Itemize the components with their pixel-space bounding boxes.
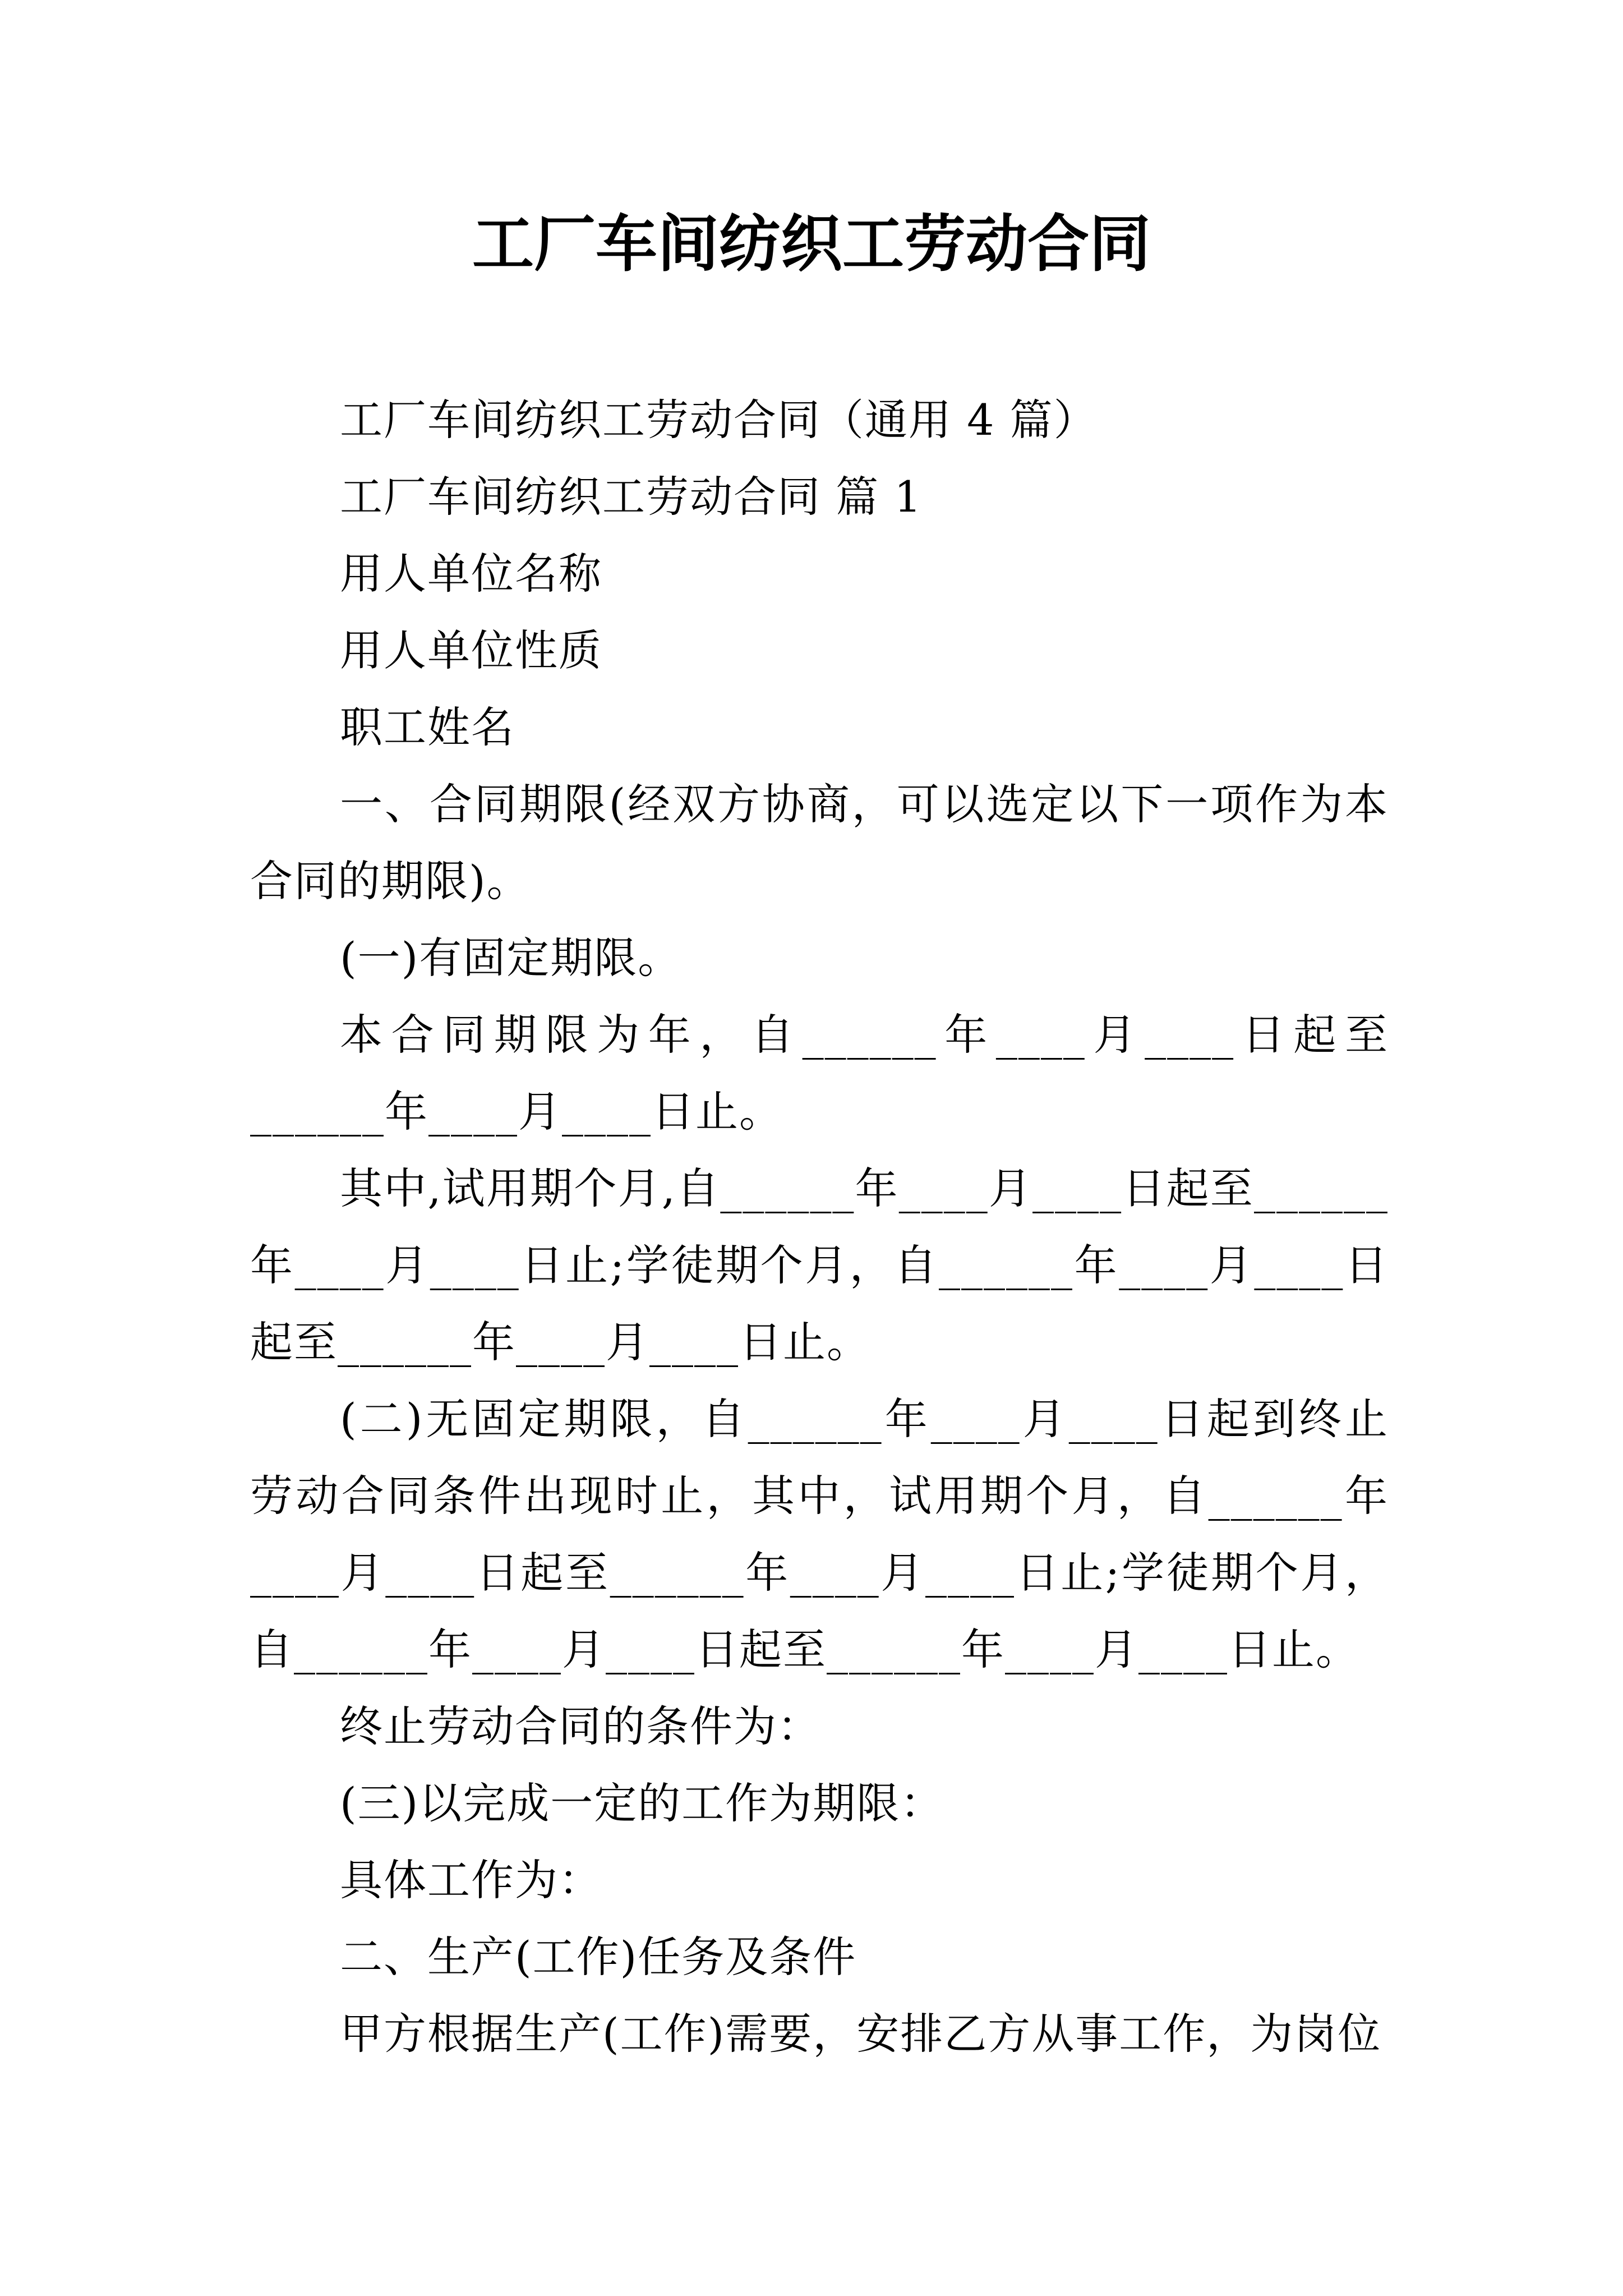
paragraph-heading-part1: 工厂车间纺织工劳动合同 篇 1 [340, 472, 923, 522]
paragraph-fixed-term: (一)有固定期限。 [340, 933, 682, 983]
document-body [250, 381, 1389, 2072]
paragraph-term-dates: 本合同期限为年，自______年____月____日起至______年____月____日止。 [250, 1010, 1389, 1137]
paragraph-assignment: 甲方根据生产(工作)需要，安排乙方从事工作，为岗位 [340, 2009, 1382, 2059]
document-title: 工厂车间纺织工劳动合同 [472, 208, 1151, 280]
paragraph-employer-name: 用人单位名称 [340, 549, 602, 599]
paragraph-task-term: (三)以完成一定的工作为期限： [340, 1778, 944, 1828]
paragraph-employee-name: 职工姓名 [340, 702, 515, 752]
paragraph-probation-dates: 其中,试用期个月,自______年____月____日起至______年____月____日止;学徒期个月，自______年____月____日起至______年____月____日止。 [250, 1163, 1389, 1367]
paragraph-specific-work: 具体工作为： [340, 1855, 602, 1905]
paragraph-open-term: (二)无固定期限，自______年____月____日起到终止劳动合同条件出现时止，其中，试用期个月，自______年____月____日起至______年____月____日止;学徒期个月，自______年____月____日起至______年____月____日止。 [250, 1394, 1389, 1674]
paragraph-section-1: 一、合同期限(经双方协商，可以选定以下一项作为本合同的期限)。 [250, 779, 1389, 906]
paragraph-employer-nature: 用人单位性质 [340, 625, 602, 675]
paragraph-section-2: 二、生产(工作)任务及条件 [340, 1932, 857, 1982]
paragraph-heading-general: 工厂车间纺织工劳动合同（通用 4 篇） [340, 395, 1098, 445]
paragraph-termination-conditions: 终止劳动合同的条件为： [340, 1701, 821, 1751]
